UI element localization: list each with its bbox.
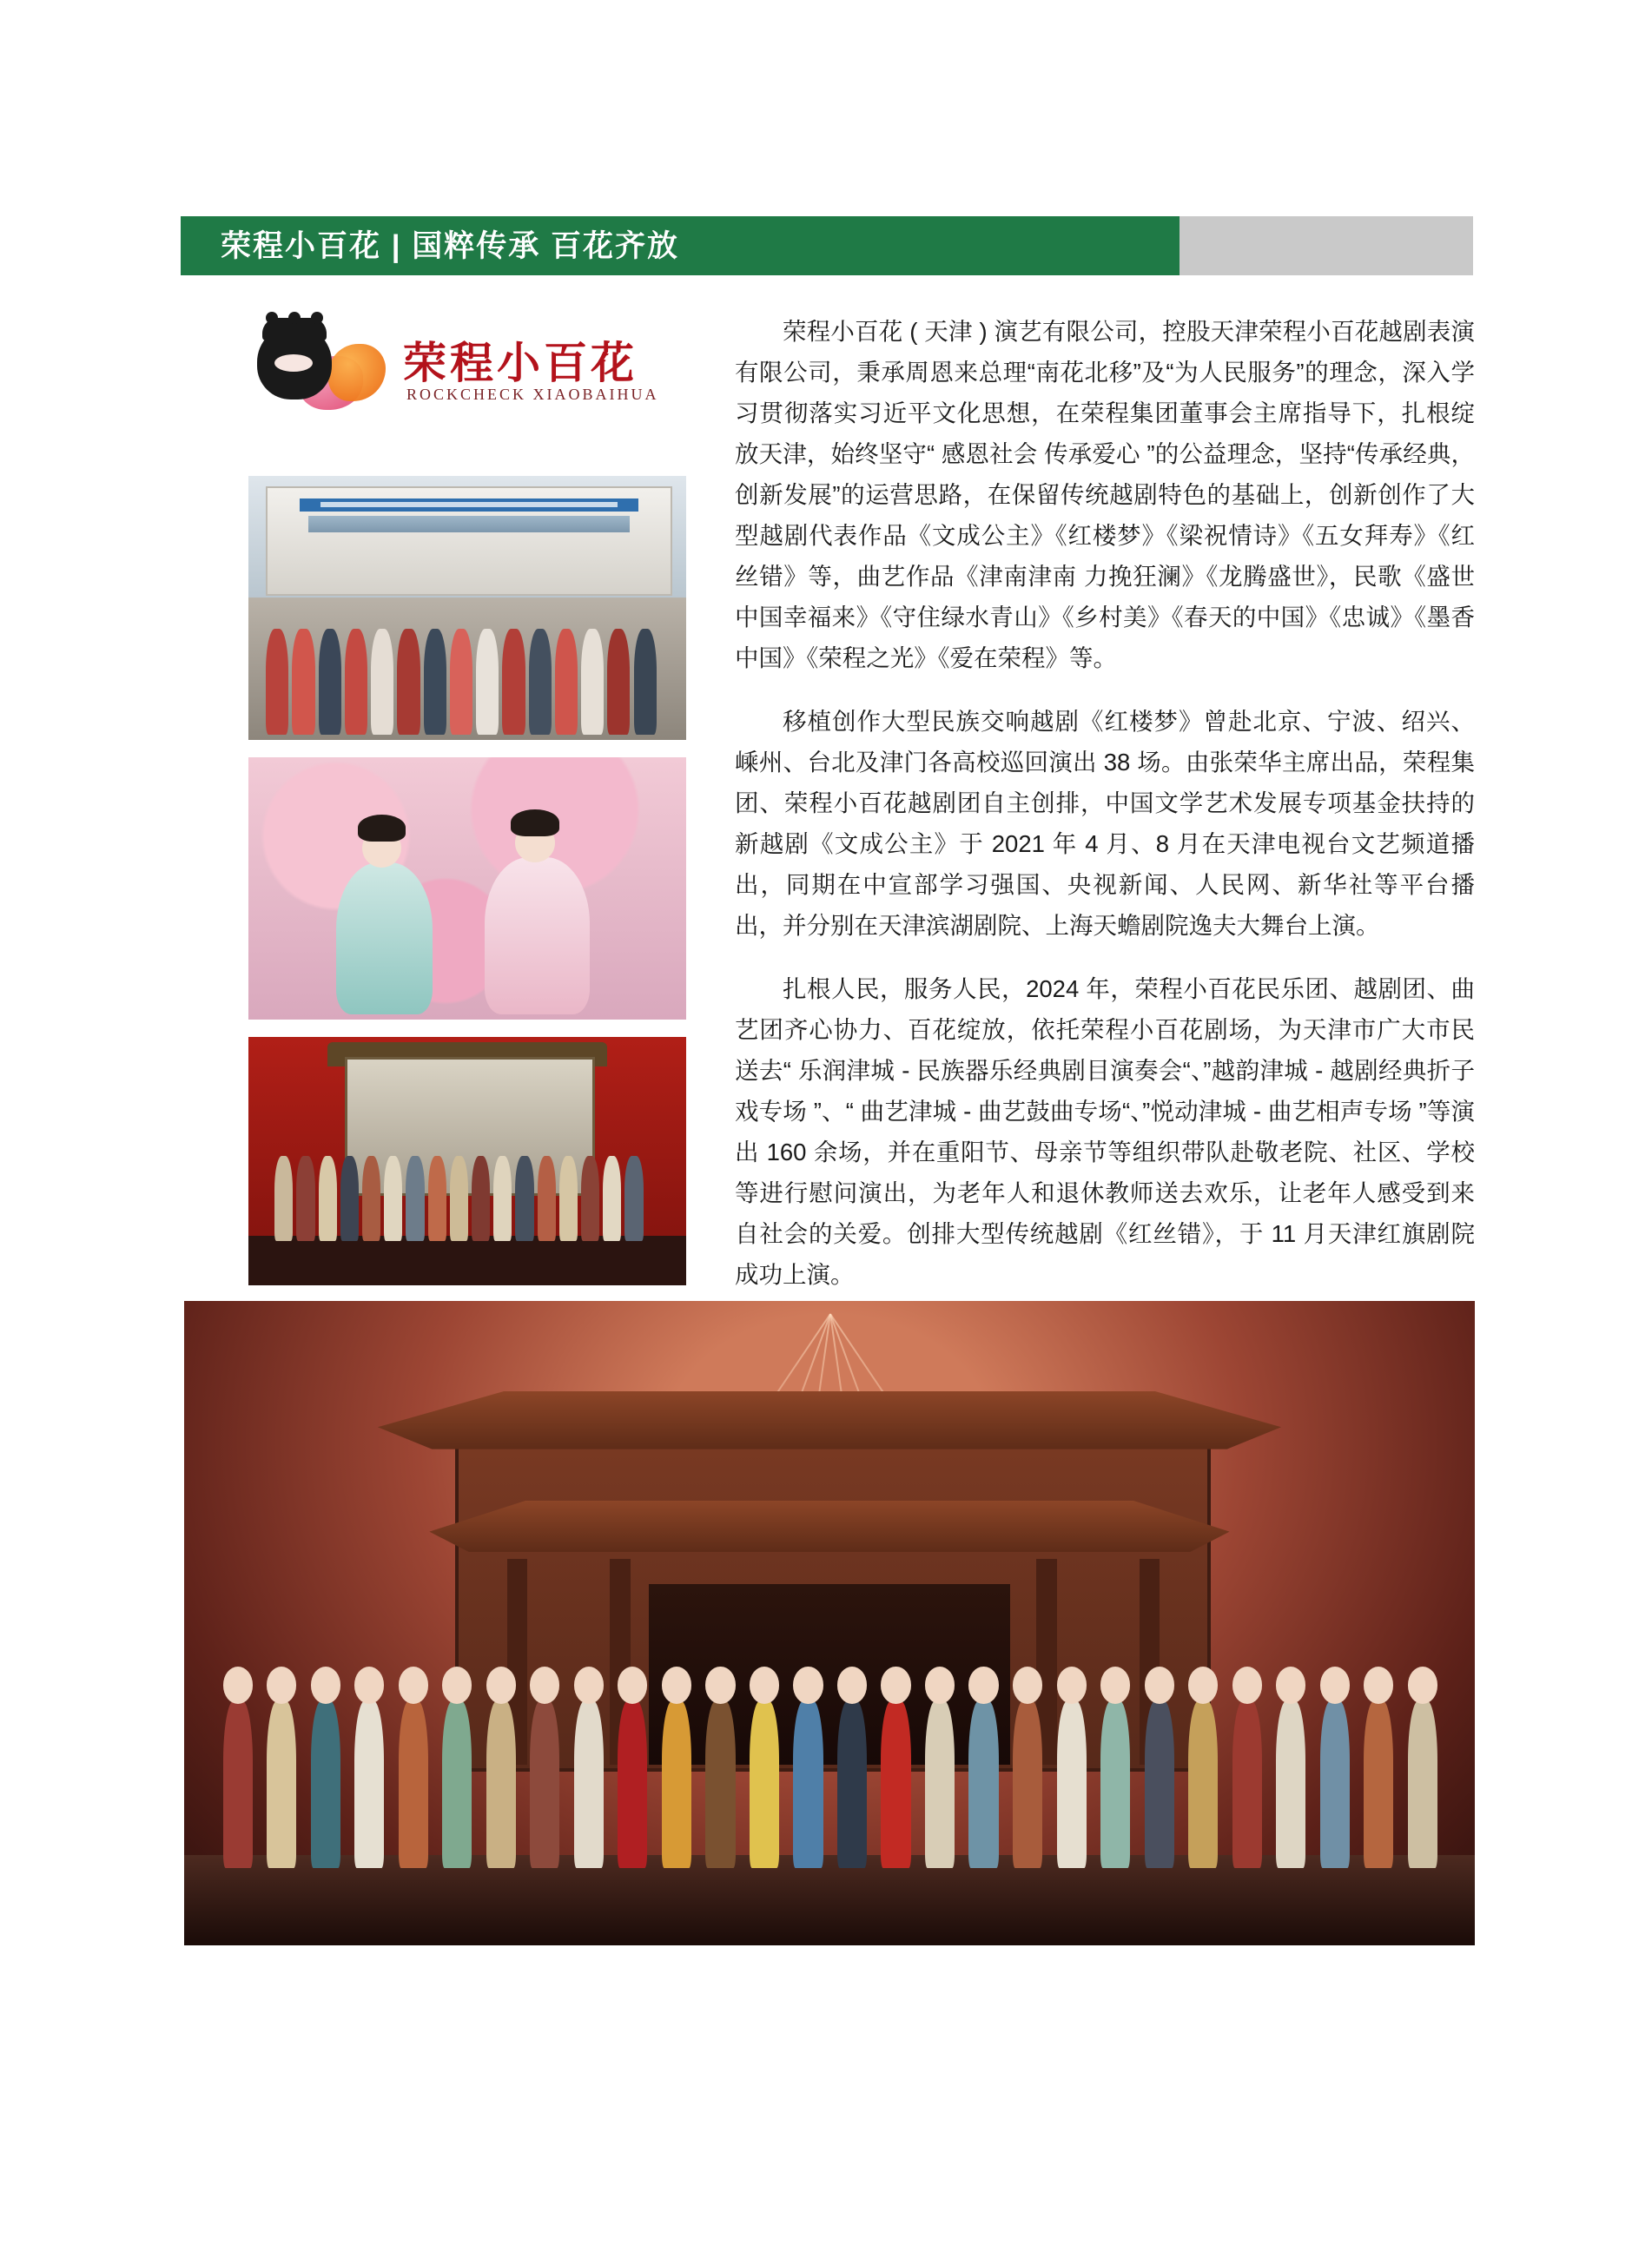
photo2-actress-right (485, 857, 590, 1014)
photo1-person (502, 629, 525, 735)
logo-english-name: ROCKCHECK XIAOBAIHUA (406, 386, 659, 403)
photo3-person (362, 1156, 380, 1240)
photo1-person (607, 629, 630, 735)
big-photo-performer (618, 1700, 647, 1868)
photo1-glass-facade (308, 516, 631, 532)
photo1-person (529, 629, 552, 735)
logo-mark-icon (248, 321, 387, 415)
big-photo-performer (1057, 1700, 1087, 1868)
photo3-person (319, 1156, 337, 1240)
big-photo-performer (1013, 1700, 1042, 1868)
photo2-blossom-backdrop (248, 757, 686, 1020)
big-photo-performer (574, 1700, 604, 1868)
photo1-person (634, 629, 657, 735)
header-gray-bar (1180, 216, 1473, 275)
photo1-person (371, 629, 393, 735)
big-photo-performer (486, 1700, 516, 1868)
photo3-person (428, 1156, 446, 1240)
photo3-person (515, 1156, 533, 1240)
photo1-person (292, 629, 314, 735)
big-photo-performer (1188, 1700, 1218, 1868)
photo3-person (296, 1156, 314, 1240)
big-photo-performer (705, 1700, 735, 1868)
big-photo-performer (925, 1700, 955, 1868)
photo3-person (384, 1156, 402, 1240)
photo3-stage-floor (248, 1236, 686, 1285)
big-photo-performer (530, 1700, 559, 1868)
photo1-person (397, 629, 420, 735)
big-photo-performer (662, 1700, 691, 1868)
big-photo-performer (1232, 1700, 1262, 1868)
photo3-person (603, 1156, 621, 1240)
photo1-person (450, 629, 472, 735)
photo3-person (450, 1156, 468, 1240)
big-photo-lower-roof (429, 1501, 1229, 1552)
big-photo-performer (1100, 1700, 1130, 1868)
photo3-person (559, 1156, 578, 1240)
photo1-building (266, 486, 672, 596)
big-photo-performer (1145, 1700, 1174, 1868)
big-photo-palace-door (649, 1584, 1010, 1765)
logo-chinese-name: 荣程小百花 (403, 339, 638, 387)
page-header (181, 216, 1473, 275)
big-photo-performer (223, 1700, 253, 1868)
photo1-person (476, 629, 499, 735)
photo3-person (340, 1156, 359, 1240)
article-body (735, 311, 1475, 1317)
photo3-person (624, 1156, 643, 1240)
big-photo-performer (837, 1700, 867, 1868)
photo1-signboard (300, 498, 638, 512)
photo3-person (581, 1156, 599, 1240)
big-photo-performer (750, 1700, 779, 1868)
photo3-person (538, 1156, 556, 1240)
big-photo-performer (793, 1700, 823, 1868)
big-photo-performer (354, 1700, 384, 1868)
photo3-person (493, 1156, 512, 1240)
article-paragraph-1: 荣程小百花 ( 天津 ) 演艺有限公司，控股天津荣程小百花越剧表演有限公司，秉承周恩来总理“南花北移”及“为人民服务”的理念，深入学习贯彻落实习近平文化思想，在荣程集团董事会主席指导下，扎根绽放天津，始终坚守“ 感恩社会 传承爱心 ”的公益理念，坚持“传承经典，创新发展”的运营思路，在保留传统越剧特色的基础上，创新创作了大型越剧代表作品《文成公主》《红楼梦》《梁祝情诗》《五女拜寿》《红丝错》等，曲艺作品《津南津南 力挽狂澜》《龙腾盛世》，民歌《盛世中国幸福来》《守住绿水青山》《乡村美》《春天的中国》《忠诚》《墨香中国》《荣程之光》《爱在荣程》等。 (735, 318, 1475, 671)
header-green-bar (181, 216, 1180, 275)
big-photo-performer (1320, 1700, 1350, 1868)
big-photo-upper-roof (378, 1391, 1281, 1449)
logo-petal-orange-icon (328, 344, 386, 401)
logo-crown-icon (262, 318, 327, 340)
photo2-actress-left (336, 862, 433, 1014)
photo2-actress-left-headdress (358, 815, 406, 841)
photo1-person (266, 629, 288, 735)
photo1-person (319, 629, 341, 735)
group-stage-photo (248, 1037, 686, 1285)
photo1-person (424, 629, 446, 735)
big-photo-performer (267, 1700, 296, 1868)
photo1-person (345, 629, 367, 735)
photo3-stage-set (345, 1057, 595, 1196)
photo2-actress-right-headdress (511, 809, 558, 835)
big-photo-performer (311, 1700, 340, 1868)
big-photo-performer (442, 1700, 472, 1868)
photo3-person (472, 1156, 490, 1240)
big-photo-performer (399, 1700, 428, 1868)
article-paragraph-3: 扎根人民，服务人民，2024 年，荣程小百花民乐团、越剧团、曲艺团齐心协力、百花绽放，依托荣程小百花剧场，为天津市广大市民送去“ 乐润津城 - 民族器乐经典剧目演奏会“、”越韵津城 - 越剧经典折子戏专场 ”、“ 曲艺津城 - 曲艺鼓曲专场“、”悦动津城 - 曲艺相声专场 ”等演出 160 余场，并在重阳节、母亲节等组织带队赴敬老院、社区、学校等进行慰问演出，为老年人和退休教师送去欢乐，让老年人感受到来自社会的关爱。创排大型传统越剧《红丝错》，于 11 月天津红旗剧院成功上演。 (735, 975, 1475, 1288)
big-photo-performer (1276, 1700, 1305, 1868)
big-photo-performer (881, 1700, 910, 1868)
grand-finale-photo (184, 1301, 1475, 1945)
page-title: 荣程小百花 | 国粹传承 百花齐放 (221, 228, 679, 263)
opening-ceremony-photo (248, 476, 686, 740)
big-photo-stage-floor (184, 1855, 1475, 1945)
photo1-person (581, 629, 604, 735)
opera-duet-photo (248, 757, 686, 1020)
big-photo-performer (1364, 1700, 1393, 1868)
photo1-person (555, 629, 578, 735)
big-photo-performer (1408, 1700, 1437, 1868)
brand-logo (248, 321, 657, 417)
photo3-person (274, 1156, 293, 1240)
photo3-person (406, 1156, 424, 1240)
article-paragraph-2: 移植创作大型民族交响越剧《红楼梦》曾赴北京、宁波、绍兴、嵊州、台北及津门各高校巡回演出 38 场。由张荣华主席出品，荣程集团、荣程小百花越剧团自主创排，中国文学艺术发展专项基金扶持的新越剧《文成公主》于 2021 年 4 月、8 月在天津电视台文艺频道播出，同期在中宣部学习强国、央视新闻、人民网、新华社等平台播出，并分别在天津滨湖剧院、上海天蟾剧院逸夫大舞台上演。 (735, 708, 1475, 939)
big-photo-performer (968, 1700, 998, 1868)
